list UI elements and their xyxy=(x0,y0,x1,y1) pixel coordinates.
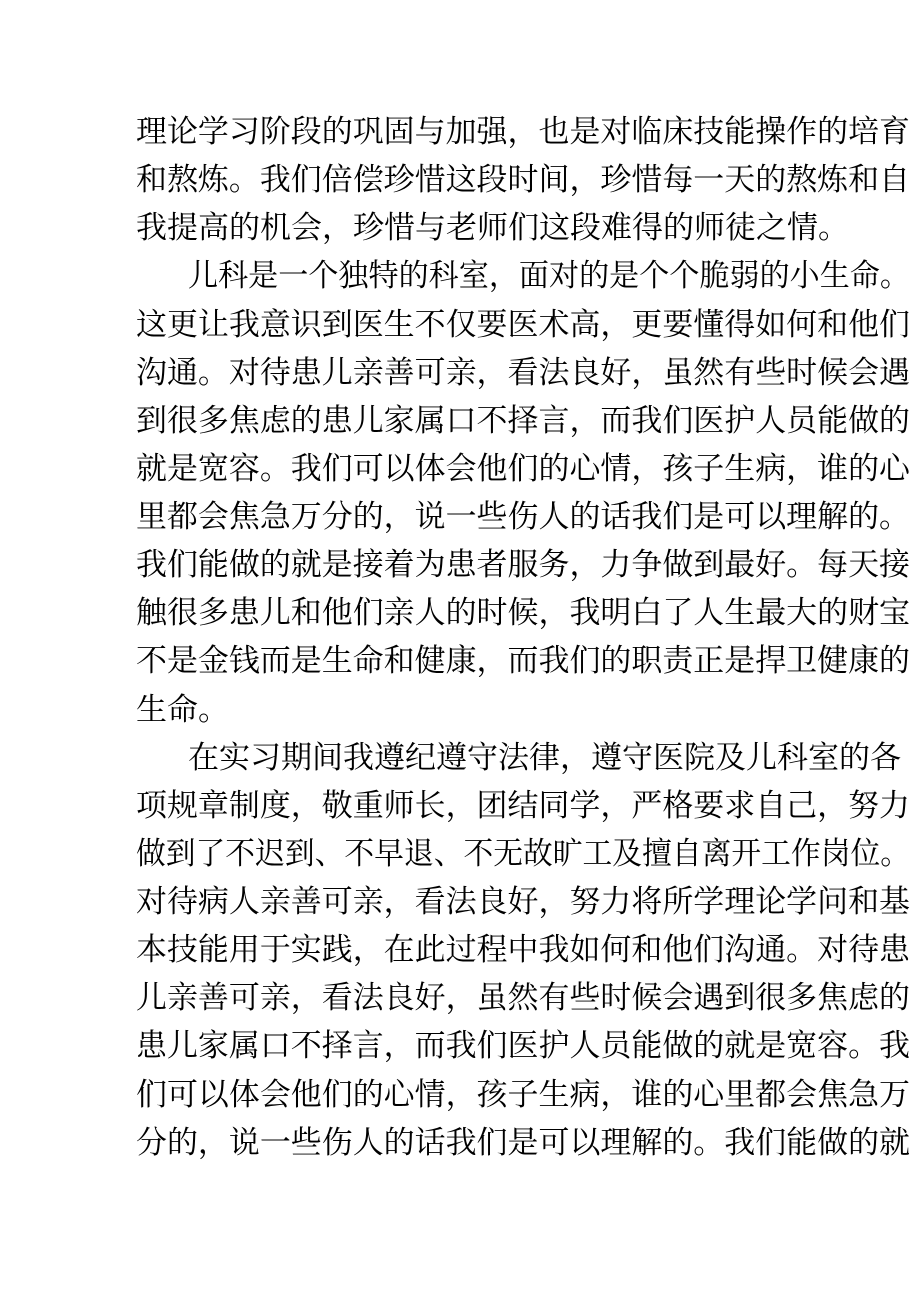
text-line: 和熬炼。我们倍偿珍惜这段时间，珍惜每一天的熬炼和自 xyxy=(136,162,910,198)
text-line: 触很多患儿和他们亲人的时候，我明白了人生最大的财宝 xyxy=(136,595,910,631)
text-line: 本技能用于实践，在此过程中我如何和他们沟通。对待患 xyxy=(136,932,910,968)
text-line: 儿亲善可亲，看法良好，虽然有些时候会遇到很多焦虑的 xyxy=(136,980,910,1016)
text-line: 做到了不迟到、不早退、不无故旷工及擅自离开工作岗位。 xyxy=(136,836,910,872)
text-line: 患儿家属口不择言，而我们医护人员能做的就是宽容。我 xyxy=(136,1028,910,1064)
text-line: 沟通。对待患儿亲善可亲，看法良好，虽然有些时候会遇 xyxy=(136,355,910,391)
text-line: 这更让我意识到医生不仅要医术高，更要懂得如何和他们 xyxy=(136,307,910,343)
text-line: 就是宽容。我们可以体会他们的心情，孩子生病，谁的心 xyxy=(136,451,910,487)
text-line: 儿科是一个独特的科室，面对的是个个脆弱的小生命。 xyxy=(188,258,910,294)
text-line: 们可以体会他们的心情，孩子生病，谁的心里都会焦急万 xyxy=(136,1077,910,1113)
text-line: 项规章制度，敬重师长，团结同学，严格要求自己，努力 xyxy=(136,788,910,824)
text-line: 到很多焦虑的患儿家属口不择言，而我们医护人员能做的 xyxy=(136,403,910,439)
text-line: 理论学习阶段的巩固与加强，也是对临床技能操作的培育 xyxy=(136,114,910,150)
text-line: 生命。 xyxy=(136,692,229,728)
text-line: 不是金钱而是生命和健康，而我们的职责正是捍卫健康的 xyxy=(136,643,910,679)
text-line: 分的，说一些伤人的话我们是可以理解的。我们能做的就 xyxy=(136,1125,910,1161)
text-line: 我们能做的就是接着为患者服务，力争做到最好。每天接 xyxy=(136,547,910,583)
text-line: 对待病人亲善可亲，看法良好，努力将所学理论学问和基 xyxy=(136,884,910,920)
text-line: 里都会焦急万分的，说一些伤人的话我们是可以理解的。 xyxy=(136,499,910,535)
text-line: 我提高的机会，珍惜与老师们这段难得的师徒之情。 xyxy=(136,210,849,246)
text-line: 在实习期间我遵纪遵守法律，遵守医院及儿科室的各 xyxy=(188,740,901,776)
